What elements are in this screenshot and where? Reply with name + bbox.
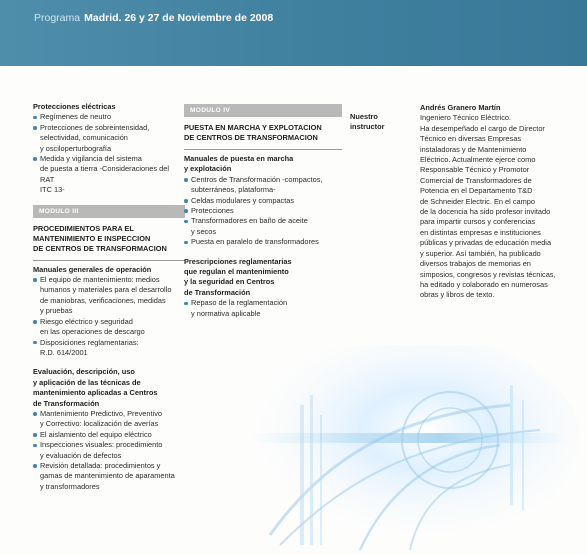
module-3-label: MODULO III bbox=[33, 205, 185, 218]
program-label: Programa bbox=[34, 12, 81, 24]
list-item: Disposiciones reglamentarias: R.D. 614/2001 bbox=[33, 338, 185, 359]
list-item: El aislamiento del equipo eléctrico bbox=[33, 430, 185, 440]
list-item: Puesta en paralelo de transformadores bbox=[184, 237, 342, 247]
section-title-manuales: Manuales generales de operación bbox=[33, 264, 152, 274]
list-item: Protecciones bbox=[184, 206, 342, 216]
instructor-name: Andrés Granero Martín bbox=[420, 103, 501, 112]
list-item: Celdas modulares y compactas bbox=[184, 196, 342, 206]
column-middle bbox=[184, 104, 342, 319]
list-item: Centros de Transformación -compactos, subterráneos, plataforma- bbox=[184, 175, 342, 196]
bio-text: Ingeniero Técnico Eléctrico. Ha desempeñado el cargo de Director Técnico en diversas Empresas instaladoras y de Mantenimiento Eléctrico. Actualmente ejerce como Responsable Técnico y Promotor Comercial de Transformadores de Potencia en el Departamento T&D de Schneider Electric. En el campo de la docencia ha sido profesor invitado para impartir cursos y conferencias en distintas empresas e instituciones públicas y privadas de educación media y superior. Así también, ha publicado diversos trabajos de memorias en simposios, congresos y revistas técnicas, ha editado y colaborado en numerosas obras y libros de texto. bbox=[420, 113, 556, 300]
list-item: Protecciones de sobreintensidad, selectividad, comunicación y osciloperturbografía bbox=[33, 123, 185, 154]
module-4-title: PUESTA EN MARCHA Y EXPLOTACION DE CENTROS DE TRANSFORMACION bbox=[184, 117, 342, 150]
section-title-prescripciones: Prescripciones reglamentarias que regulan el mantenimiento y la seguridad en Centros de Transformación bbox=[184, 256, 292, 297]
instructor-label: Nuestro instructor bbox=[350, 112, 385, 132]
instructor-bio bbox=[420, 103, 570, 301]
list-item: Inspecciones visuales: procedimiento y evaluación de defectos bbox=[33, 440, 185, 461]
list-item: Repaso de la reglamentación y normativa aplicable bbox=[184, 298, 342, 319]
section-title-evaluacion: Evaluación, descripción, uso y aplicación de las técnicas de mantenimiento aplicadas a Centros de Transformación bbox=[33, 367, 158, 408]
list-item: Regímenes de neutro bbox=[33, 112, 185, 122]
list-item: Mantenimiento Predictivo, Preventivo y Correctivo: localización de averías bbox=[33, 409, 185, 430]
date-line: Madrid. 26 y 27 de Noviembre de 2008 bbox=[84, 12, 274, 24]
header-banner bbox=[0, 0, 587, 66]
section-title-puesta-en-marcha: Manuales de puesta en marcha y explotación bbox=[184, 154, 294, 174]
list-item: Transformadores en baño de aceite y secos bbox=[184, 216, 342, 237]
decorative-light-graphic bbox=[210, 345, 580, 550]
list-item: Medida y vigilancia del sistema de puesta a tierra -Consideraciones del RAT ITC 13- bbox=[33, 154, 185, 196]
module-3-title: PROCEDIMIENTOS PARA EL MANTENIMIENTO E INSPECCION DE CENTROS DE TRANSFORMACION bbox=[33, 218, 185, 261]
list-item: Revisión detallada: procedimientos y gamas de mantenimiento de aparamenta y transformadores bbox=[33, 461, 185, 492]
column-left bbox=[33, 102, 185, 492]
section-title-protecciones: Protecciones eléctricas bbox=[33, 102, 116, 111]
header-title bbox=[34, 12, 273, 24]
list-item: Riesgo eléctrico y seguridad en las operaciones de descargo bbox=[33, 317, 185, 338]
list-item: El equipo de mantenimiento: medios humanos y materiales para el desarrollo de maniobras, verificaciones, medidas y pruebas bbox=[33, 275, 185, 317]
module-4-label: MODULO IV bbox=[184, 104, 342, 117]
